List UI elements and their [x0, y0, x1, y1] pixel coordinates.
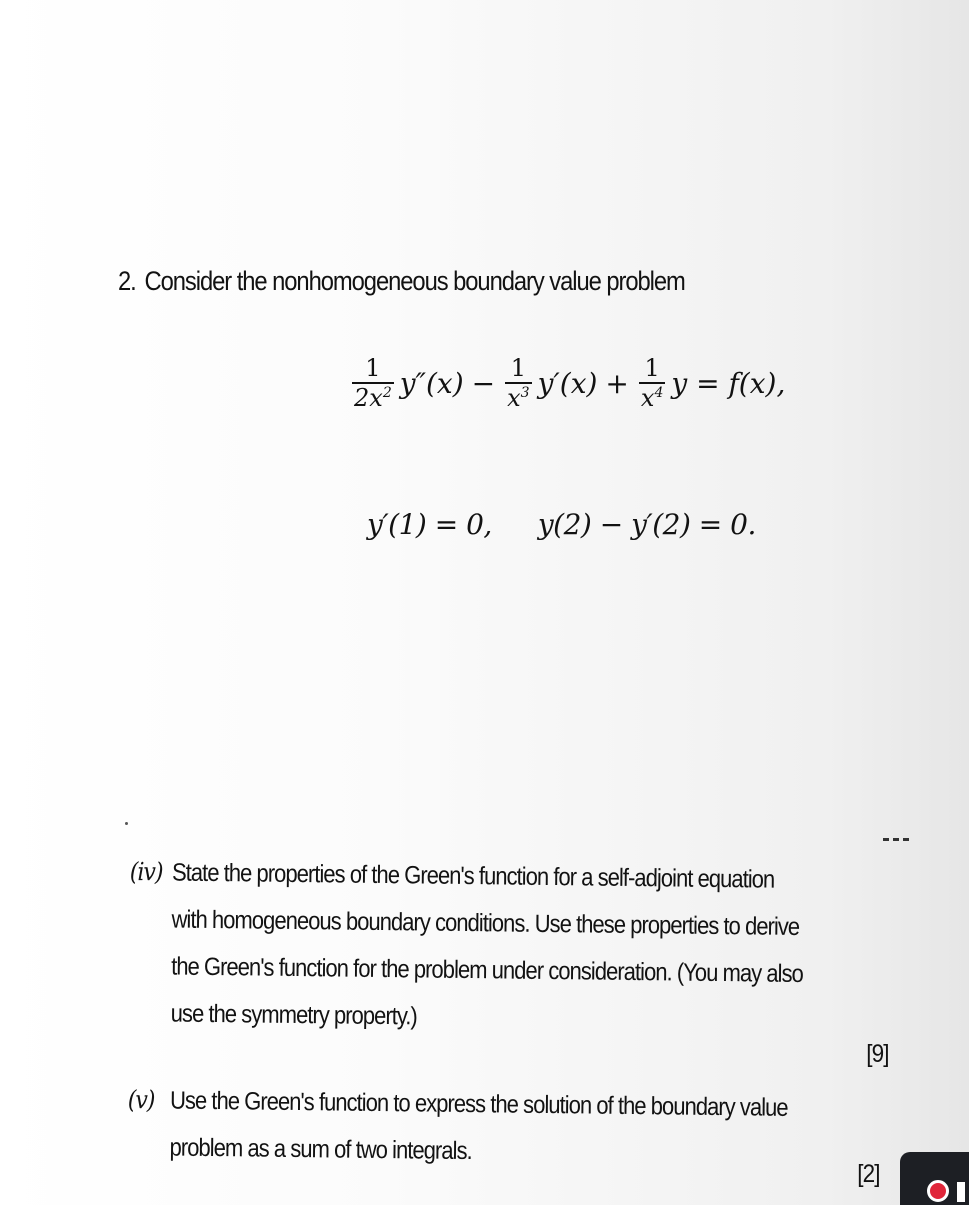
stray-dot — [125, 822, 128, 825]
part-v-line-2: problem as a sum of two integrals. — [169, 1133, 472, 1166]
part-v-label: (v) — [127, 1084, 155, 1115]
part-v — [127, 1076, 885, 1180]
part-iv-line-2: with homogeneous boundary conditions. Use these properties to derive — [171, 905, 800, 941]
part-iv-label: (iv) — [129, 856, 163, 887]
question-heading — [118, 266, 685, 297]
part-iv-line-3: the Green's function for the problem under consideration. (You may also — [171, 952, 803, 989]
boundary-conditions — [367, 508, 756, 541]
plus-operator: + — [605, 366, 629, 400]
stray-dashes — [883, 838, 911, 841]
pause-bar-icon — [957, 1182, 965, 1202]
part-iv-marks: [9] — [866, 1040, 889, 1068]
first-derivative-term: y′(x) — [537, 366, 598, 400]
record-icon[interactable] — [927, 1180, 949, 1202]
fraction-3: $\frac{1}{x^4}$ — [640, 354, 664, 412]
question-number: 2. — [118, 266, 136, 296]
part-iv — [128, 848, 887, 1046]
part-v-line-1: Use the Green's function to express the solution of the boundary value — [169, 1086, 788, 1122]
boundary-condition-1: y′(1) = 0, — [367, 508, 492, 541]
second-derivative-term: y″(x) — [399, 366, 464, 400]
fraction-2: $\frac{1}{x^3}$ — [507, 354, 530, 412]
boundary-condition-2: y(2) − y′(2) = 0. — [537, 508, 756, 541]
question-intro: Consider the nonhomogeneous boundary value problem — [144, 266, 685, 296]
rhs-term: y = f(x), — [671, 366, 786, 400]
part-v-marks: [2] — [857, 1160, 880, 1188]
differential-equation — [350, 356, 785, 410]
part-iv-line-4: use the symmetry property.) — [170, 999, 417, 1031]
fraction-1: $\frac{1}{2x^2}$ — [354, 354, 392, 412]
screen-recorder-widget[interactable] — [900, 1152, 969, 1205]
minus-operator: − — [471, 366, 496, 400]
part-iv-line-1: State the properties of the Green's function for a self-adjoint equation — [171, 858, 775, 894]
